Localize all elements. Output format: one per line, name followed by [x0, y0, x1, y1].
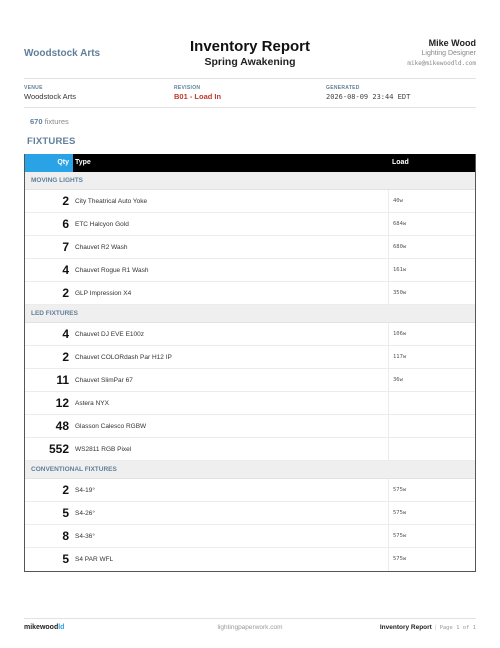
load-cell: 575w	[388, 502, 476, 525]
fixtures-table	[24, 154, 476, 572]
footer-divider	[24, 618, 476, 619]
table-row	[25, 236, 475, 259]
type-cell: GLP Impression X4	[75, 290, 132, 297]
report-header	[24, 38, 476, 74]
type-cell: S4 PAR WFL	[75, 556, 114, 563]
designer-name: Mike Wood	[428, 38, 476, 48]
venue-label: VENUE	[24, 85, 43, 91]
organization-name: Woodstock Arts	[24, 48, 101, 59]
type-cell: Chauvet COLORdash Par H12 IP	[75, 354, 172, 361]
qty-cell: 8	[62, 529, 69, 543]
table-row	[25, 525, 475, 548]
qty-cell: 11	[56, 373, 69, 387]
type-cell: WS2811 RGB Pixel	[75, 446, 132, 453]
qty-cell: 5	[62, 552, 69, 566]
revision-value: B01 - Load In	[174, 92, 222, 101]
qty-cell: 2	[62, 286, 69, 300]
designer-block	[407, 38, 476, 68]
designer-role: Lighting Designer	[421, 50, 476, 57]
fixture-count	[30, 117, 69, 126]
type-cell: Chauvet DJ EVE E100z	[75, 331, 145, 338]
footer-separator: |	[434, 624, 437, 631]
fixture-count-label: fixtures	[44, 117, 69, 126]
revision-label: REVISION	[174, 85, 201, 91]
load-cell	[388, 438, 476, 461]
group-header: CONVENTIONAL FIXTURES	[25, 461, 475, 479]
qty-cell: 4	[62, 263, 69, 277]
table-row	[25, 369, 475, 392]
type-cell: Chauvet Rogue R1 Wash	[75, 267, 149, 274]
meta-revision	[174, 84, 221, 102]
brand-accent: ld	[58, 624, 65, 631]
table-header	[25, 154, 475, 172]
load-cell	[388, 392, 476, 415]
load-cell: 161w	[388, 259, 476, 282]
venue-value: Woodstock Arts	[24, 92, 76, 101]
type-cell: Astera NYX	[75, 400, 109, 407]
qty-cell: 48	[55, 419, 69, 433]
group-header: MOVING LIGHTS	[25, 172, 475, 190]
table-row	[25, 392, 475, 415]
qty-cell: 7	[62, 240, 69, 254]
group-header: LED FIXTURES	[25, 305, 475, 323]
meta-row	[24, 84, 476, 106]
section-title: FIXTURES	[27, 136, 76, 147]
type-cell: S4-19°	[75, 487, 95, 494]
meta-generated	[326, 84, 410, 102]
load-cell: 575w	[388, 548, 476, 571]
load-cell	[388, 415, 476, 438]
column-header-qty: Qty	[25, 154, 73, 172]
type-cell: Chauvet SlimPar 67	[75, 377, 133, 384]
qty-cell: 4	[62, 327, 69, 341]
show-name: Spring Awakening	[204, 56, 296, 68]
table-row	[25, 190, 475, 213]
footer-report-name: Inventory Report	[379, 624, 432, 631]
type-cell: Chauvet R2 Wash	[75, 244, 128, 251]
qty-cell: 2	[62, 483, 69, 497]
column-header-load: Load	[392, 159, 409, 166]
qty-cell: 12	[55, 396, 69, 410]
table-row	[25, 323, 475, 346]
designer-email: mike@mikewoodld.com	[407, 60, 476, 67]
footer-page-number: Page 1 of 1	[439, 625, 476, 631]
column-header-type: Type	[75, 159, 91, 166]
load-cell: 680w	[388, 236, 476, 259]
brand-main: mikewood	[24, 624, 59, 631]
table-row	[25, 346, 475, 369]
report-title: Inventory Report	[189, 38, 310, 55]
fixture-count-number: 670	[30, 117, 43, 126]
table-row	[25, 438, 475, 461]
table-row	[25, 548, 475, 571]
report-footer	[24, 624, 476, 636]
generated-label: GENERATED	[326, 85, 360, 91]
generated-value: 2026-08-09 23:44 EDT	[326, 93, 411, 101]
qty-cell: 6	[62, 217, 69, 231]
type-cell: S4-36°	[75, 533, 95, 540]
table-row	[25, 479, 475, 502]
qty-cell: 552	[48, 442, 69, 456]
load-cell: 36w	[388, 369, 476, 392]
table-row	[25, 259, 475, 282]
table-row	[25, 213, 475, 236]
table-body	[25, 172, 475, 571]
footer-site: lightingpaperwork.com	[217, 624, 283, 631]
qty-cell: 5	[62, 506, 69, 520]
load-cell: 117w	[388, 346, 476, 369]
qty-cell: 2	[62, 194, 69, 208]
header-divider	[24, 78, 476, 79]
load-cell: 40w	[388, 190, 476, 213]
meta-venue	[24, 84, 76, 102]
load-cell: 575w	[388, 479, 476, 502]
load-cell: 575w	[388, 525, 476, 548]
type-cell: ETC Halcyon Gold	[75, 221, 129, 228]
table-row	[25, 282, 475, 305]
meta-divider	[24, 107, 476, 108]
type-cell: S4-26°	[75, 510, 95, 517]
load-cell: 684w	[388, 213, 476, 236]
table-row	[25, 415, 475, 438]
type-cell: City Theatrical Auto Yoke	[75, 198, 148, 205]
type-cell: Glasson Calesco RGBW	[75, 423, 147, 430]
table-row	[25, 502, 475, 525]
load-cell: 350w	[388, 282, 476, 305]
qty-cell: 2	[62, 350, 69, 364]
load-cell: 106w	[388, 323, 476, 346]
footer-page-info	[380, 624, 476, 631]
